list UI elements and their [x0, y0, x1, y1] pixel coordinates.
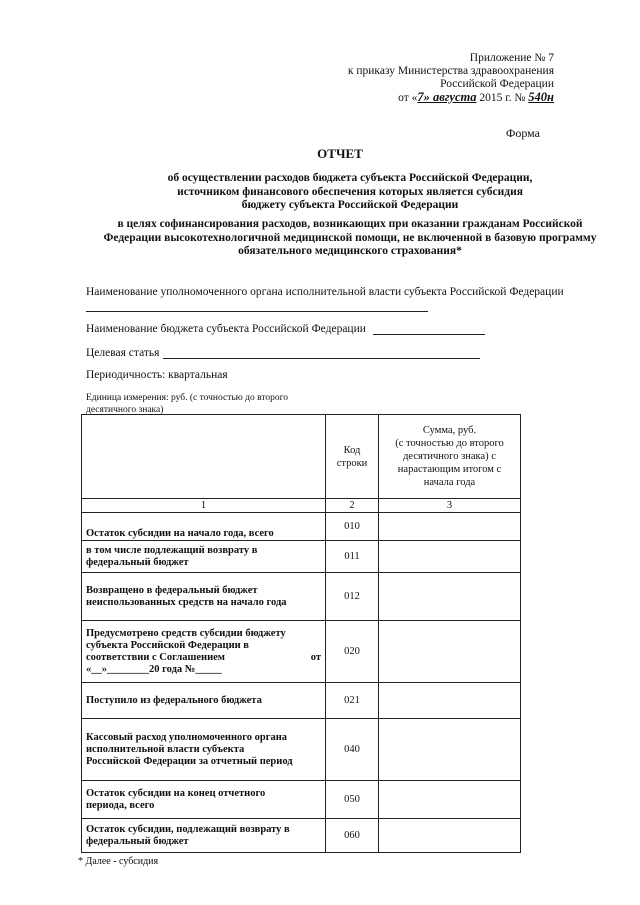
row-sum-cell[interactable] — [379, 573, 521, 621]
periodicity-label: Периодичность: квартальная — [86, 369, 228, 381]
row-code: 011 — [326, 541, 379, 573]
row-label-line: Остаток субсидии, подлежащий возврату в — [86, 823, 290, 835]
row-sum-cell[interactable] — [379, 719, 521, 781]
column-number: 1 — [82, 499, 326, 513]
order-appendix-header — [348, 52, 554, 105]
subtitle-line: об осуществлении расходов бюджета субъекта Российской Федерации, — [167, 172, 533, 184]
header-sum-text: нарастающим итогом с — [397, 464, 502, 475]
column-number: 2 — [326, 499, 379, 513]
row-label-line: федеральный бюджет — [86, 835, 189, 847]
row-label: Поступило из федерального бюджета — [82, 683, 326, 719]
handwritten-order-number: 540н — [528, 90, 554, 104]
row-label-line: в том числе подлежащий возврату в — [86, 544, 258, 556]
purpose-line: в целях софинансирования расходов, возникающих при оказании гражданам Российской — [117, 218, 583, 230]
order-reference: к приказу Министерства здравоохранения — [347, 65, 554, 77]
row-sum-cell[interactable] — [379, 541, 521, 573]
unit-line: Единица измерения: руб. (с точностью до второго — [86, 393, 289, 403]
header-sum-text: начала года — [423, 477, 476, 488]
table-row — [82, 719, 521, 781]
date-year: 2015 г. № — [479, 92, 526, 104]
handwritten-date: 7» августа — [417, 90, 477, 104]
order-date-line — [348, 91, 554, 105]
row-code: 012 — [326, 573, 379, 621]
header-code-text: строки — [336, 457, 368, 469]
row-code: 021 — [326, 683, 379, 719]
unit-line: десятичного знака) — [86, 405, 164, 415]
table-row — [82, 573, 521, 621]
row-label-line: федеральный бюджет — [86, 556, 189, 568]
header-sum-text: Сумма, руб. — [422, 425, 477, 436]
appendix-number: Приложение № 7 — [469, 52, 554, 64]
row-label-line — [86, 652, 321, 664]
row-label-line: Остаток субсидии на конец отчетного — [86, 787, 266, 799]
row-label-line: Предусмотрено средств субсидии бюджету — [86, 627, 286, 639]
authority-name-label: Наименование уполномоченного органа исполнительной власти субъекта Российской Федерации — [86, 286, 564, 298]
report-title: ОТЧЕТ — [317, 146, 363, 161]
row-sum-cell[interactable] — [379, 513, 521, 541]
row-sum-cell[interactable] — [379, 621, 521, 683]
table-header-row — [82, 415, 521, 499]
row-label — [82, 781, 326, 819]
row-sum-cell[interactable] — [379, 781, 521, 819]
table-row — [82, 621, 521, 683]
header-cell-sum — [379, 415, 521, 499]
purpose-line: Федерации высокотехнологичной медицинской помощи, не включенной в базовую программу — [103, 231, 597, 244]
purpose-line: обязательного медицинского страхования* — [238, 245, 462, 257]
row-label — [82, 573, 326, 621]
header-cell-code — [326, 415, 379, 499]
table-row — [82, 683, 521, 719]
form-label: Форма — [505, 126, 540, 140]
table-row — [82, 781, 521, 819]
subtitle-line: бюджету субъекта Российской Федерации — [241, 199, 459, 211]
date-prefix: от « — [398, 92, 418, 104]
row-label-part: соответствии с Соглашением — [86, 651, 225, 663]
row-sum-cell[interactable] — [379, 819, 521, 853]
row-label — [82, 621, 326, 683]
subtitle-line: источником финансового обеспечения которых является субсидия — [177, 185, 523, 198]
row-label — [82, 719, 326, 781]
target-article-label: Целевая статья — [86, 347, 160, 359]
row-label-line: Российской Федерации за отчетный период — [86, 755, 293, 767]
header-code-text: Код — [343, 444, 361, 456]
row-code: 050 — [326, 781, 379, 819]
row-label — [82, 541, 326, 573]
header-sum-text: десятичного знака) с — [403, 451, 496, 462]
row-code: 040 — [326, 719, 379, 781]
budget-name-field[interactable] — [373, 334, 485, 335]
column-number-row — [82, 499, 521, 513]
row-label — [82, 819, 326, 853]
row-label: Остаток субсидии на начало года, всего — [82, 513, 326, 541]
row-sum-cell[interactable] — [379, 683, 521, 719]
footnote: * Далее - субсидия — [78, 856, 159, 867]
header-sum-text: (с точностью до второго — [395, 438, 504, 449]
authority-name-field[interactable] — [86, 311, 428, 312]
report-purpose — [60, 218, 640, 259]
column-number: 3 — [379, 499, 521, 513]
row-label-line: исполнительной власти субъекта — [86, 743, 245, 755]
row-label-line: периода, всего — [86, 799, 155, 811]
target-article-field[interactable] — [163, 358, 480, 359]
budget-name-label: Наименование бюджета субъекта Российской Федерации — [86, 323, 366, 335]
row-label-line: субъекта Российской Федерации в — [86, 639, 249, 651]
row-code: 010 — [326, 513, 379, 541]
table-row — [82, 541, 521, 573]
row-code: 060 — [326, 819, 379, 853]
row-label-line: «__»________20 года №_____ — [86, 663, 222, 675]
federation-name: Российской Федерации — [440, 78, 554, 90]
row-label-part: от — [310, 651, 321, 663]
table-row — [82, 819, 521, 853]
row-label-line: Кассовый расход уполномоченного органа — [86, 731, 288, 743]
row-label-line: неиспользованных средств на начало года — [86, 596, 287, 608]
unit-of-measure — [86, 392, 346, 416]
table-row — [82, 513, 521, 541]
report-table — [81, 414, 521, 853]
row-label-line: Возвращено в федеральный бюджет — [86, 584, 258, 596]
report-subtitle — [60, 172, 640, 213]
header-cell-indicator — [82, 415, 326, 499]
row-code: 020 — [326, 621, 379, 683]
